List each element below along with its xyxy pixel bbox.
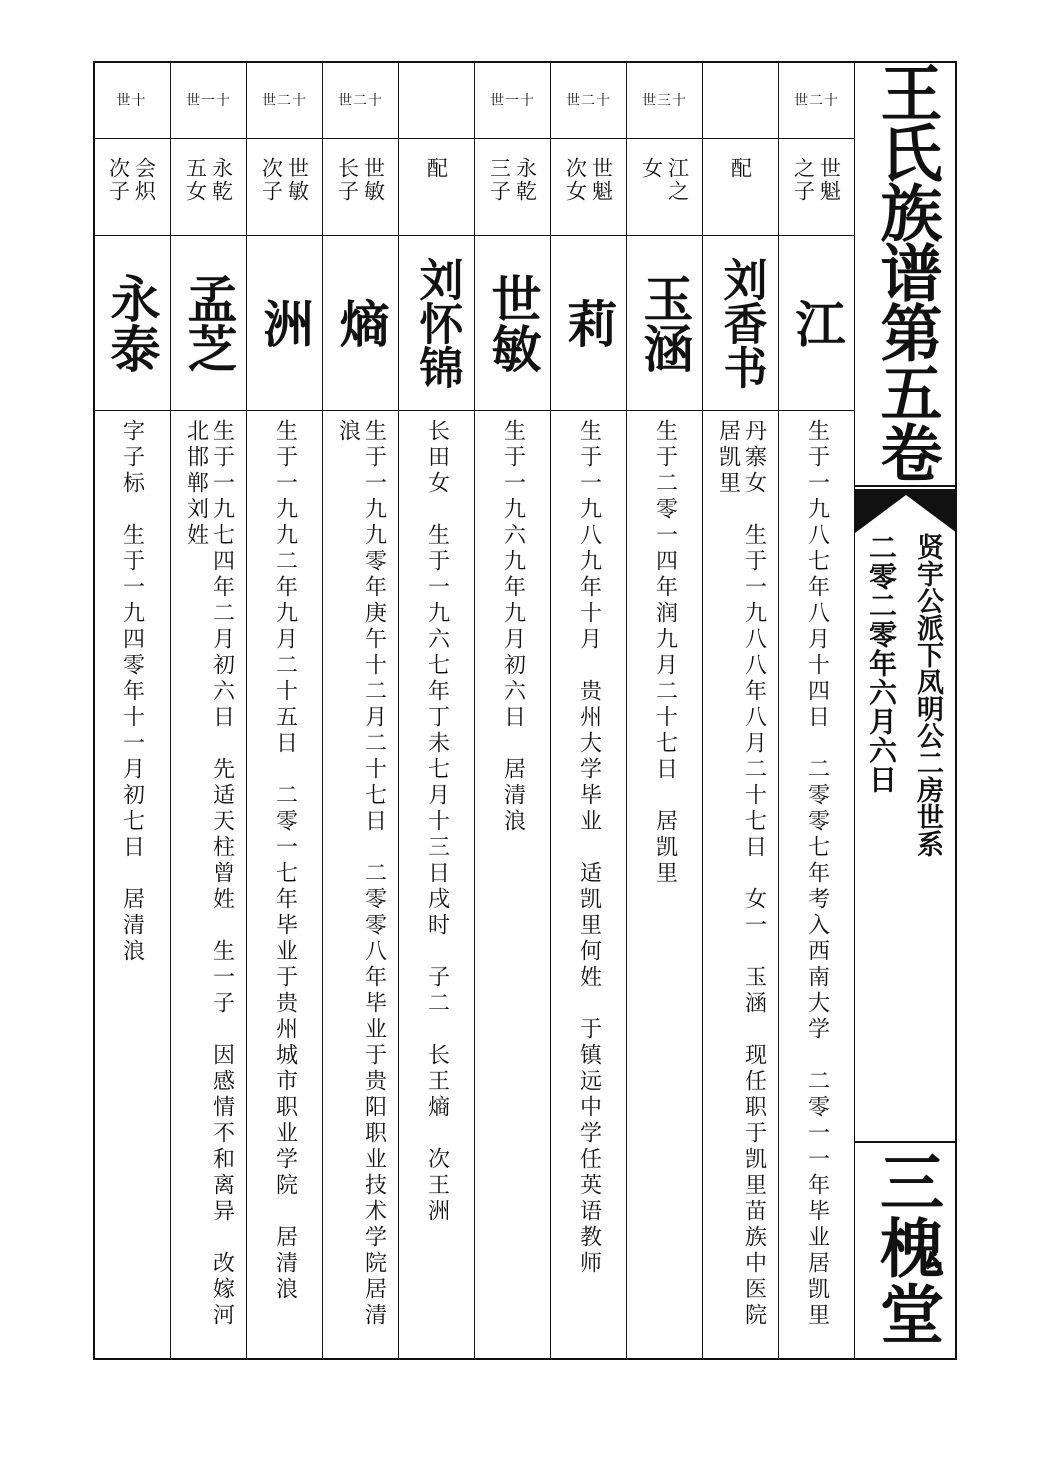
person-bio: 生于一九七四年二月初六日 先适天柱曾姓 生一子 因感情不和离异 改嫁河北邯郸刘姓: [183, 419, 235, 1329]
genealogy-column-liu-huaijin: [399, 61, 475, 1360]
relation-label: 配: [728, 157, 753, 180]
generation-label: [399, 61, 474, 139]
person-name: 莉: [559, 298, 618, 348]
branch-title: [911, 533, 951, 933]
bio-cell: [475, 411, 550, 1360]
edition-date: [865, 533, 901, 833]
relation-cell: [323, 139, 398, 236]
person-bio: 生于一九九二年九月二十五日 二零一七年毕业于贵州城市职业学院 居清浪: [272, 419, 298, 1303]
genealogy-column-zhou: [247, 61, 323, 1360]
relation-label: 会炽 次子: [106, 157, 157, 203]
generation-label: 世二十: [551, 61, 626, 139]
bio-cell: [93, 411, 170, 1360]
relation-label: 世敏 次子: [259, 157, 310, 203]
relation-label: 永乾 五女: [183, 157, 234, 203]
relation-cell: [475, 139, 550, 236]
person-name: 永泰: [102, 273, 161, 373]
branch-title-text: 贤宇公派下凤明公二房世系: [912, 533, 943, 857]
person-bio: 生于二零一四年润九月二十七日 居凯里: [652, 419, 678, 887]
person-bio: 生于一九六九年九月初六日 居清浪: [500, 419, 526, 835]
person-name: 江: [787, 298, 846, 348]
genealogy-column-shang: [323, 61, 399, 1360]
person-bio: 生于一九八九年十月 贵州大学毕业 适凯里何姓 于镇远中学任英语教师: [576, 419, 602, 1277]
divider: [855, 1141, 957, 1147]
genealogy-column-liu-xiangshu: [703, 61, 779, 1360]
relation-cell: [171, 139, 246, 236]
genealogy-column-yuhan: [627, 61, 703, 1360]
genealogy-column-jiang: [779, 61, 855, 1360]
book-title: [855, 61, 957, 485]
relation-cell: [93, 139, 170, 236]
fishtail-ornament: [855, 489, 957, 533]
person-bio: 生于一九八七年八月十四日 二零零七年考入西南大学 二零一一年毕业居凯里: [804, 419, 830, 1329]
generation-label: 世三十: [627, 61, 702, 139]
person-name: 熵: [331, 298, 390, 348]
generation-label: 世一十: [171, 61, 246, 139]
relation-label: 配: [424, 157, 449, 180]
relation-cell: [779, 139, 854, 236]
name-cell: [627, 236, 702, 411]
bio-cell: [323, 411, 398, 1360]
relation-label: 江之 女: [639, 157, 690, 203]
name-cell: [93, 236, 170, 411]
name-cell: [171, 236, 246, 411]
bio-cell: [627, 411, 702, 1360]
relation-label: 世魁 次女: [563, 157, 614, 203]
relation-label: 世魁 之子: [791, 157, 842, 203]
book-title-text: 王氏族谱第五卷: [870, 61, 943, 481]
bio-cell: [703, 411, 778, 1360]
person-name: 刘香书: [715, 257, 767, 389]
generation-label: 世二十: [247, 61, 322, 139]
relation-cell: [703, 139, 778, 236]
genealogy-column-shimin: [475, 61, 551, 1360]
bio-cell: [399, 411, 474, 1360]
generation-label: 世二十: [323, 61, 398, 139]
person-name: 刘怀锦: [411, 257, 463, 389]
relation-cell: [627, 139, 702, 236]
bio-cell: [779, 411, 854, 1360]
name-cell: [551, 236, 626, 411]
bio-cell: [551, 411, 626, 1360]
genealogy-column-li: [551, 61, 627, 1360]
edition-date-text: 二零二零年六月六日: [865, 533, 898, 794]
hall-name-text: 三槐堂: [869, 1149, 943, 1347]
person-bio: 丹寨女 生于一九八八年八月二十七日 女一 玉涵 现任职于凯里苗族中医院 居凯里: [715, 419, 767, 1355]
bio-cell: [171, 411, 246, 1360]
person-name: 孟芝: [179, 273, 238, 373]
generation-label: 世一十: [475, 61, 550, 139]
name-cell: [399, 236, 474, 411]
name-cell: [323, 236, 398, 411]
name-cell: [247, 236, 322, 411]
relation-cell: [247, 139, 322, 236]
generation-label: [703, 61, 778, 139]
genealogy-column-yongtai: [93, 61, 171, 1360]
generation-label: 世二十: [779, 61, 854, 139]
relation-cell: [399, 139, 474, 236]
name-cell: [779, 236, 854, 411]
relation-cell: [551, 139, 626, 236]
relation-label: 世敏 长子: [335, 157, 386, 203]
name-cell: [475, 236, 550, 411]
genealogy-column-mengzhi: [171, 61, 247, 1360]
title-column: [855, 61, 957, 1360]
person-name: 世敏: [483, 273, 542, 373]
bio-cell: [247, 411, 322, 1360]
person-name: 洲: [255, 298, 314, 348]
person-bio: 长田女 生于一九六七年丁未七月十三日戌时 子二 长王熵 次王洲: [424, 419, 450, 1225]
generation-label: 世十: [93, 61, 170, 139]
relation-label: 永乾 三子: [487, 157, 538, 203]
person-bio: 生于一九九零年庚午十二月二十七日 二零零八年毕业于贵阳职业技术学院居清浪: [335, 419, 387, 1329]
name-cell: [703, 236, 778, 411]
hall-name: [855, 1149, 957, 1359]
person-name: 玉涵: [635, 273, 694, 373]
person-bio: 字子标 生于一九四零年十一月初七日 居清浪: [119, 419, 145, 965]
